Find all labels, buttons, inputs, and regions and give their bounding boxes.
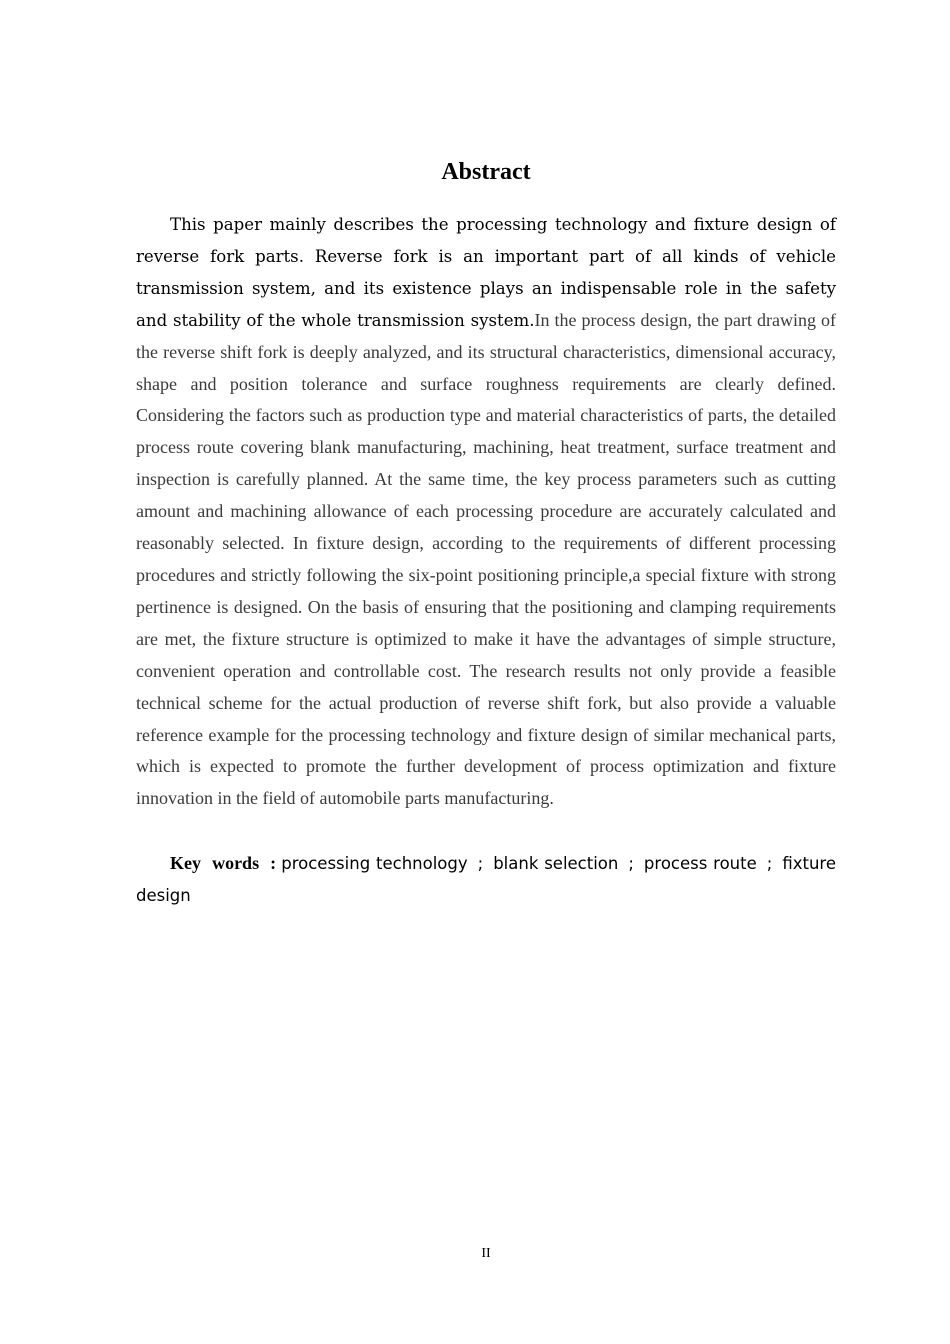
keyword-separator: ; [628, 854, 634, 873]
keyword-separator: ; [477, 854, 484, 873]
keywords-label: Key words : [170, 853, 277, 873]
keyword-separator: ; [766, 854, 773, 873]
page-number: II [481, 1246, 491, 1261]
keyword-item: fixture design [136, 854, 836, 905]
keywords-paragraph [136, 848, 836, 912]
keyword-item: blank selection [493, 854, 619, 873]
page-title: Abstract [441, 159, 531, 185]
abstract-paragraph [136, 209, 836, 815]
abstract-lead-text: This paper mainly describes the processing technology and fixture design of reverse fork parts. Reverse fork is an important part of all kinds of vehicle transmission system, and its existence plays an indispensable role in the safety and stability of the whole transmission system. [136, 215, 836, 330]
keyword-item: processing technology [281, 854, 468, 873]
keyword-item: process route [643, 854, 757, 873]
abstract-rest-text: In the process design, the part drawing of the reverse shift fork is deeply analyzed, and its structural characteristics, dimensional accuracy, shape and position tolerance and surface roughness requirements are clearly defined. Considering the factors such as production type and material characteristics of parts, the detailed process route covering blank manufacturing, machining, heat treatment, surface treatment and inspection is carefully planned. At the same time, the key process parameters such as cutting amount and machining allowance of each processing procedure are accurately calculated and reasonably selected. In fixture design, according to the requirements of different processing procedures and strictly following the six-point positioning principle,a special fixture with strong pertinence is designed. On the basis of ensuring that the positioning and clamping requirements are met, the fixture structure is optimized to make it have the advantages of simple structure, convenient operation and controllable cost. The research results not only provide a feasible technical scheme for the actual production of reverse shift fork, but also provide a valuable reference example for the processing technology and fixture design of similar mechanical parts, which is expected to promote the further development of process optimization and fixture innovation in the field of automobile parts manufacturing. [136, 309, 836, 809]
